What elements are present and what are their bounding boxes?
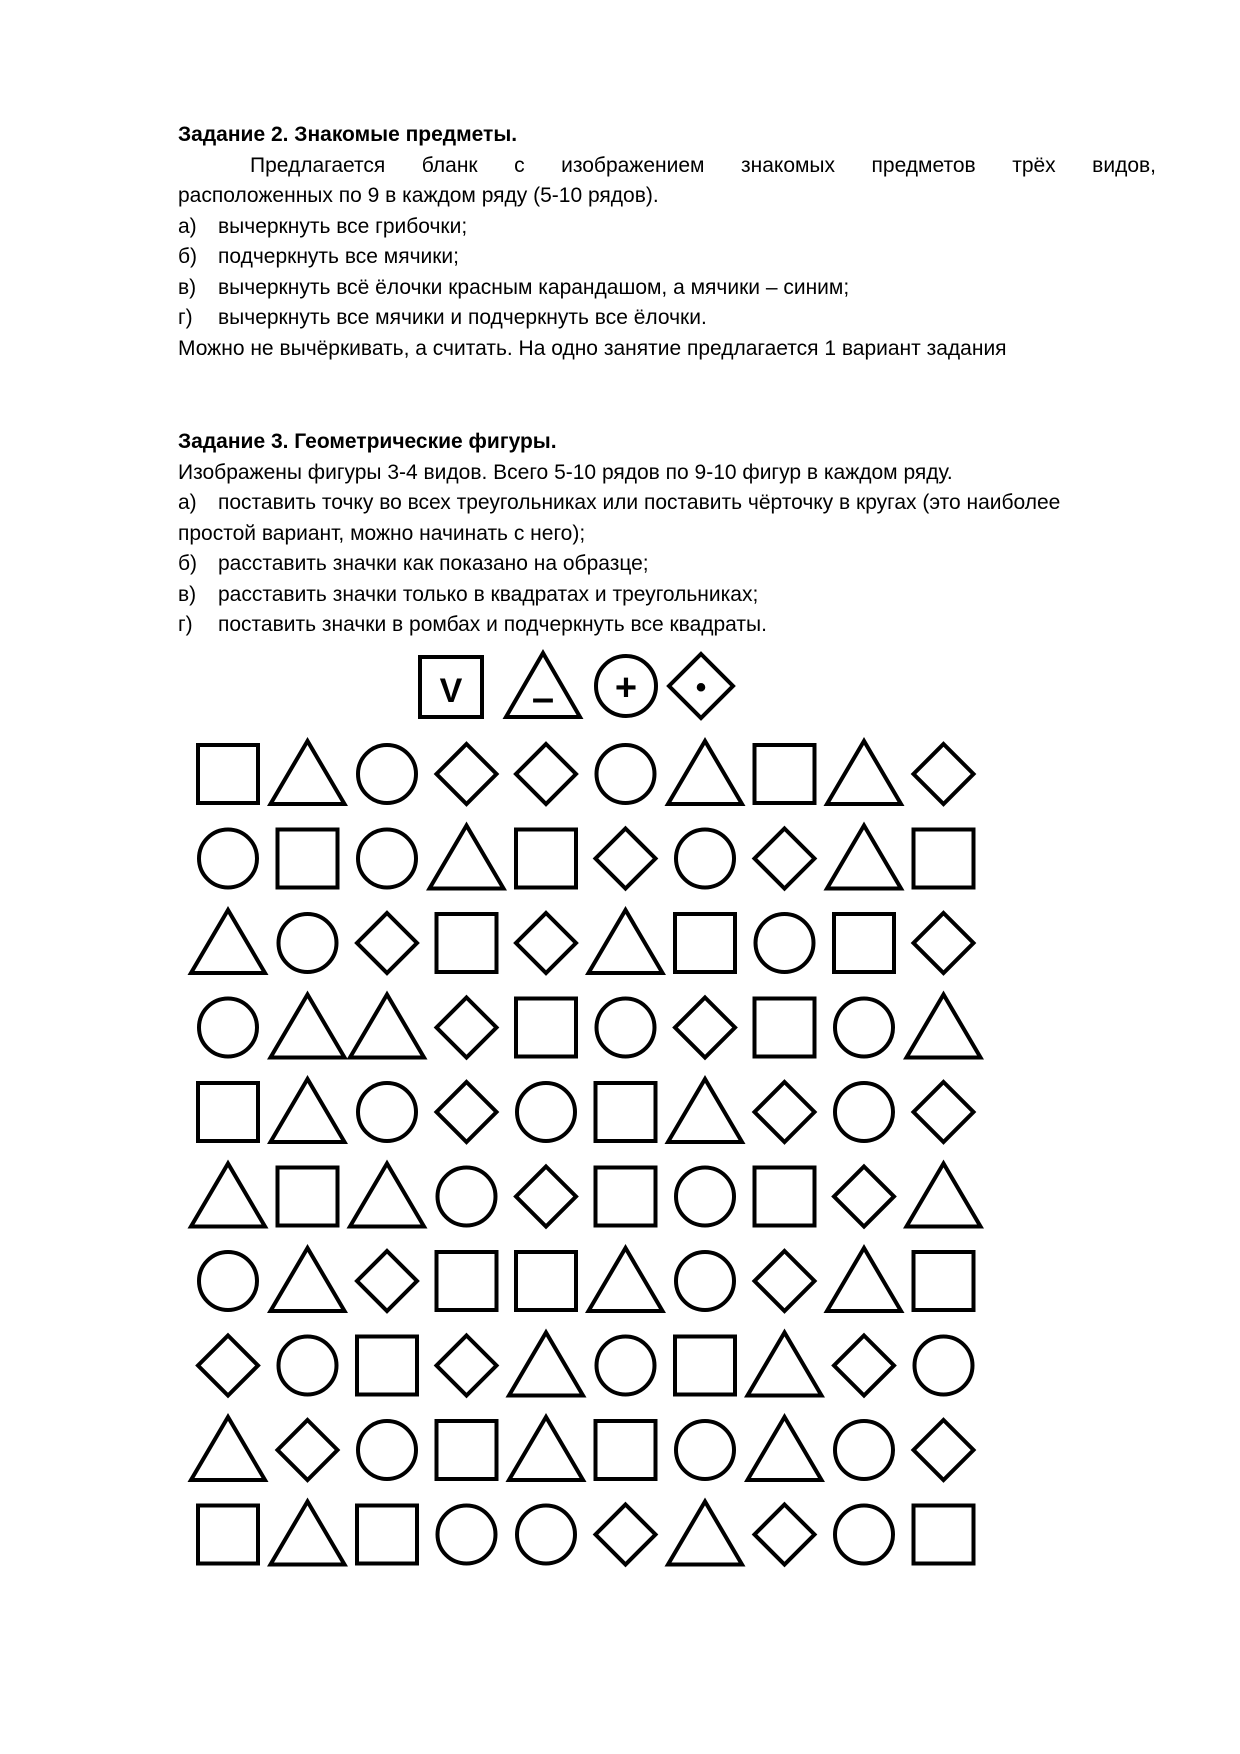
figure-row xyxy=(199,826,974,889)
circle-figure xyxy=(199,830,257,888)
diamond-figure xyxy=(516,1167,576,1227)
square-figure xyxy=(755,1168,815,1226)
square-figure xyxy=(357,1337,417,1395)
triangle-figure xyxy=(748,1333,822,1396)
triangle-figure xyxy=(350,1164,424,1227)
triangle-figure xyxy=(827,826,901,889)
diamond-figure xyxy=(834,1167,894,1227)
diamond-figure xyxy=(914,1082,974,1142)
circle-figure xyxy=(756,914,814,972)
square-figure xyxy=(198,1083,258,1141)
circle-figure xyxy=(279,1337,337,1395)
square-figure xyxy=(914,1506,974,1564)
square-figure xyxy=(914,1252,974,1310)
circle-figure xyxy=(676,1168,734,1226)
square-figure xyxy=(516,999,576,1057)
triangle-figure xyxy=(509,1417,583,1480)
triangle-figure xyxy=(191,910,265,973)
figure-row xyxy=(191,1417,974,1480)
square-figure xyxy=(437,914,497,972)
diamond-figure xyxy=(755,829,815,889)
task2-note: Можно не вычёркивать, а считать. На одно занятие предлагается 1 вариант задания xyxy=(178,336,1007,360)
circle-figure xyxy=(358,1421,416,1479)
circle-figure xyxy=(597,1337,655,1395)
item-text: поставить значки в ромбах и подчеркнуть все квадраты. xyxy=(218,613,767,636)
diamond-figure xyxy=(675,998,735,1058)
circle-figure xyxy=(835,1083,893,1141)
square-figure xyxy=(755,745,815,803)
square-figure xyxy=(834,914,894,972)
triangle-figure xyxy=(350,995,424,1058)
task3-item-a-continued: простой вариант, можно начинать с него); xyxy=(178,521,586,545)
legend-square-mark: V xyxy=(439,672,463,710)
task2-title: Задание 2. Знакомые предметы. xyxy=(178,123,518,146)
item-text: вычеркнуть все грибочки; xyxy=(218,214,468,238)
diamond-figure xyxy=(596,829,656,889)
triangle-figure xyxy=(430,826,504,889)
triangle-figure xyxy=(271,1502,345,1565)
item-text: подчеркнуть все мячики; xyxy=(218,245,459,268)
circle-figure xyxy=(199,999,257,1057)
task2-intro-line2: расположенных по 9 в каждом ряду (5-10 рядов). xyxy=(178,184,659,207)
figure-row xyxy=(191,910,974,973)
circle-figure xyxy=(915,1337,973,1395)
diamond-figure xyxy=(834,1336,894,1396)
square-figure xyxy=(437,1252,497,1310)
triangle-figure xyxy=(748,1417,822,1480)
diamond-figure xyxy=(914,744,974,804)
item-text: вычеркнуть всё ёлочки красным карандашом, а мячики – синим; xyxy=(218,275,850,299)
item-marker: б) xyxy=(178,552,198,575)
triangle-figure xyxy=(827,741,901,804)
diamond-figure xyxy=(437,1082,497,1142)
square-figure xyxy=(914,830,974,888)
circle-figure xyxy=(517,1506,575,1564)
triangle-figure xyxy=(827,1248,901,1311)
diamond-figure xyxy=(278,1420,338,1480)
square-figure xyxy=(675,914,735,972)
square-figure xyxy=(516,1252,576,1310)
circle-figure xyxy=(597,999,655,1057)
circle-figure xyxy=(835,1421,893,1479)
figure-row xyxy=(198,1333,973,1396)
square-figure xyxy=(516,830,576,888)
circle-figure xyxy=(438,1168,496,1226)
diamond-figure xyxy=(357,913,417,973)
item-text: поставить точку во всех треугольниках или поставить чёрточку в кругах (это наиболее xyxy=(218,491,1061,514)
triangle-figure xyxy=(589,1248,663,1311)
triangle-figure xyxy=(907,995,981,1058)
item-text: расставить значки только в квадратах и треугольниках; xyxy=(218,582,759,606)
square-figure xyxy=(596,1421,656,1479)
circle-figure xyxy=(358,1083,416,1141)
item-marker: в) xyxy=(178,275,197,299)
task3-intro: Изображены фигуры 3-4 видов. Всего 5-10 рядов по 9-10 фигур в каждом ряду. xyxy=(178,460,953,484)
diamond-figure xyxy=(755,1505,815,1565)
diamond-figure xyxy=(914,913,974,973)
circle-figure xyxy=(835,999,893,1057)
triangle-figure xyxy=(191,1417,265,1480)
circle-figure xyxy=(358,830,416,888)
diamond-figure xyxy=(755,1082,815,1142)
circle-figure xyxy=(676,1252,734,1310)
diamond-figure xyxy=(437,998,497,1058)
square-figure xyxy=(596,1083,656,1141)
figure-row xyxy=(198,741,974,804)
legend-diamond-mark: • xyxy=(695,671,707,704)
triangle-figure xyxy=(668,741,742,804)
item-marker: б) xyxy=(178,245,198,268)
figure-row xyxy=(199,1248,974,1311)
square-figure xyxy=(596,1168,656,1226)
diamond-figure xyxy=(198,1336,258,1396)
circle-figure xyxy=(438,1506,496,1564)
triangle-figure xyxy=(271,1079,345,1142)
figure-row xyxy=(198,1502,974,1565)
triangle-figure xyxy=(668,1079,742,1142)
figure-row xyxy=(198,1079,974,1142)
circle-figure xyxy=(279,914,337,972)
circle-figure xyxy=(517,1083,575,1141)
item-marker: г) xyxy=(178,306,193,329)
triangle-figure xyxy=(907,1164,981,1227)
circle-figure xyxy=(676,1421,734,1479)
figure-row xyxy=(191,1164,981,1227)
item-marker: в) xyxy=(178,582,197,606)
triangle-figure xyxy=(271,1248,345,1311)
square-figure xyxy=(198,745,258,803)
triangle-figure xyxy=(271,741,345,804)
diamond-figure xyxy=(596,1505,656,1565)
figure-row xyxy=(199,995,981,1058)
square-figure xyxy=(357,1506,417,1564)
square-figure xyxy=(278,830,338,888)
legend-circle-mark: + xyxy=(614,667,638,709)
square-figure xyxy=(198,1506,258,1564)
diamond-figure xyxy=(914,1420,974,1480)
item-text: вычеркнуть все мячики и подчеркнуть все ёлочки. xyxy=(218,306,707,329)
task3-title: Задание 3. Геометрические фигуры. xyxy=(178,430,557,453)
diamond-figure xyxy=(437,1336,497,1396)
diamond-figure xyxy=(516,744,576,804)
circle-figure xyxy=(358,745,416,803)
item-marker: а) xyxy=(178,214,197,238)
diamond-figure xyxy=(516,913,576,973)
square-figure xyxy=(755,999,815,1057)
diamond-figure xyxy=(437,744,497,804)
legend-triangle-mark: – xyxy=(531,676,555,720)
diamond-figure xyxy=(357,1251,417,1311)
circle-figure xyxy=(676,830,734,888)
triangle-figure xyxy=(271,995,345,1058)
circle-figure xyxy=(597,745,655,803)
circle-figure xyxy=(199,1252,257,1310)
diamond-figure xyxy=(755,1251,815,1311)
item-marker: а) xyxy=(178,491,197,514)
item-text: расставить значки как показано на образце; xyxy=(218,552,649,575)
square-figure xyxy=(278,1168,338,1226)
triangle-figure xyxy=(191,1164,265,1227)
triangle-figure xyxy=(668,1502,742,1565)
triangle-figure xyxy=(509,1333,583,1396)
circle-figure xyxy=(835,1506,893,1564)
task2-intro-line1: Предлагается бланк с изображением знакомых предметов трёх видов, xyxy=(250,153,1156,177)
triangle-figure xyxy=(589,910,663,973)
square-figure xyxy=(437,1421,497,1479)
square-figure xyxy=(675,1337,735,1395)
item-marker: г) xyxy=(178,613,193,636)
